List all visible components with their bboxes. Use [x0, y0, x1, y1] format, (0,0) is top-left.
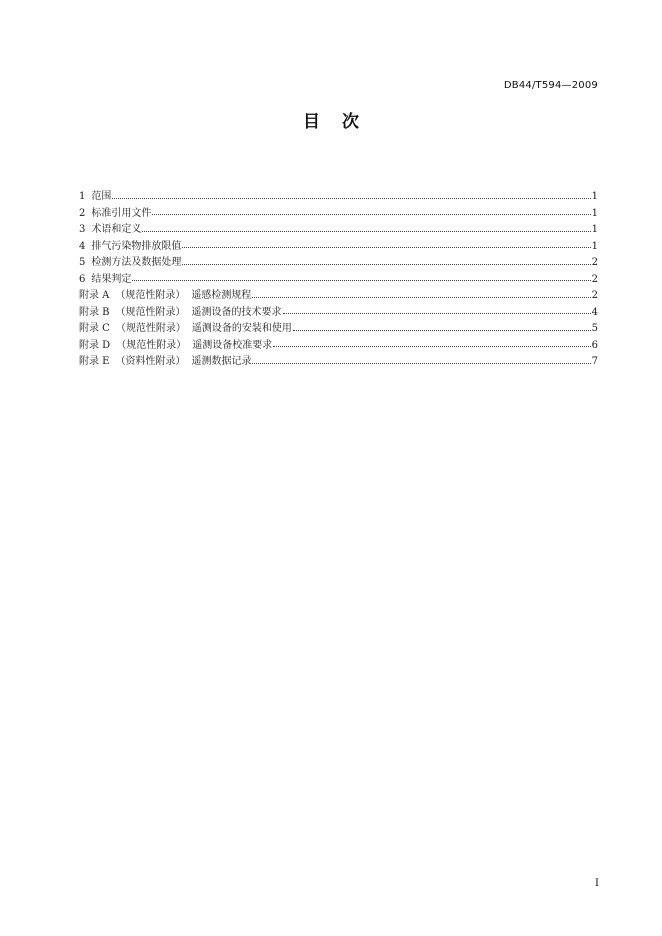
toc-entry-number: 3: [79, 224, 86, 235]
toc-appendix-label: 附录 C: [79, 323, 110, 334]
toc-appendix-type: （规范性附录）: [115, 290, 186, 301]
toc-entry-page: 1: [591, 191, 598, 202]
title-char-1: 目: [303, 112, 320, 132]
toc-entry-appendix[interactable]: [79, 338, 598, 355]
toc-entry-number: 1: [79, 191, 86, 202]
toc-entry-page: 1: [591, 207, 598, 219]
toc-entry-title: 排气污染物排放限值: [91, 240, 182, 252]
toc-entry[interactable]: [79, 189, 598, 206]
toc-dot-leader: [252, 296, 590, 298]
toc-entry[interactable]: [79, 272, 598, 289]
toc-entry-page: 7: [591, 356, 598, 367]
toc-entry-page: 1: [591, 224, 598, 235]
toc-entry-appendix[interactable]: [79, 321, 598, 338]
toc-appendix-label: 附录 A: [79, 290, 110, 301]
toc-entry-title: 术语和定义: [91, 224, 142, 235]
toc-entry-page: 2: [591, 290, 598, 301]
toc-entry[interactable]: [79, 255, 598, 272]
toc-entry-page: 2: [591, 273, 598, 285]
toc-dot-leader: [293, 329, 591, 331]
toc-dot-leader: [142, 230, 590, 232]
toc-dot-leader: [182, 263, 590, 265]
toc-entry-page: 1: [591, 240, 598, 252]
toc-entry-number: 4: [79, 240, 86, 252]
toc-entry-page: 5: [591, 323, 598, 334]
toc-appendix-type: （规范性附录）: [115, 306, 186, 318]
toc-appendix-label: 附录 E: [79, 356, 110, 367]
toc-appendix-label: 附录 D: [79, 339, 111, 351]
toc-dot-leader: [132, 279, 590, 281]
title-char-2: 次: [342, 112, 359, 132]
toc-entry-title: 遥测设备的技术要求: [191, 306, 282, 318]
toc-entry[interactable]: [79, 239, 598, 256]
toc-entry-number: 6: [79, 273, 86, 285]
toc-entry-title: 遥测设备校准要求: [192, 339, 273, 351]
toc-entry-title: 范围: [91, 191, 112, 202]
toc-appendix-type: （规范性附录）: [116, 339, 187, 351]
toc-entry-page: 2: [591, 257, 598, 268]
toc-entry-page: 4: [591, 306, 598, 318]
toc-entry-page: 6: [591, 339, 598, 351]
toc-appendix-type: （规范性附录）: [115, 323, 186, 334]
toc-entry-appendix[interactable]: [79, 305, 598, 322]
page-number: I: [595, 878, 599, 889]
toc-dot-leader: [273, 345, 590, 347]
toc-entry[interactable]: [79, 206, 598, 223]
toc-entry-appendix[interactable]: [79, 288, 598, 305]
toc-dot-leader: [152, 213, 590, 215]
table-of-contents: [79, 189, 598, 371]
page-title: [0, 107, 662, 132]
toc-dot-leader: [112, 197, 590, 199]
toc-entry-title: 检测方法及数据处理: [91, 257, 182, 268]
toc-entry-title: 标准引用文件: [91, 207, 152, 219]
toc-entry-number: 5: [79, 257, 86, 268]
toc-entry-title: 遥感检测规程: [191, 290, 252, 301]
toc-entry-title: 结果判定: [91, 273, 132, 285]
toc-entry-appendix[interactable]: [79, 354, 598, 371]
toc-entry-title: 遥测设备的安装和使用: [191, 323, 292, 334]
toc-dot-leader: [283, 312, 591, 314]
toc-entry[interactable]: [79, 222, 598, 239]
toc-appendix-label: 附录 B: [79, 306, 110, 318]
toc-dot-leader: [182, 246, 590, 248]
document-code: DB44/T594—2009: [503, 80, 598, 91]
toc-entry-title: 遥测数据记录: [191, 356, 252, 367]
toc-entry-number: 2: [79, 207, 86, 219]
toc-dot-leader: [252, 362, 590, 364]
toc-appendix-type: （资料性附录）: [115, 356, 186, 367]
